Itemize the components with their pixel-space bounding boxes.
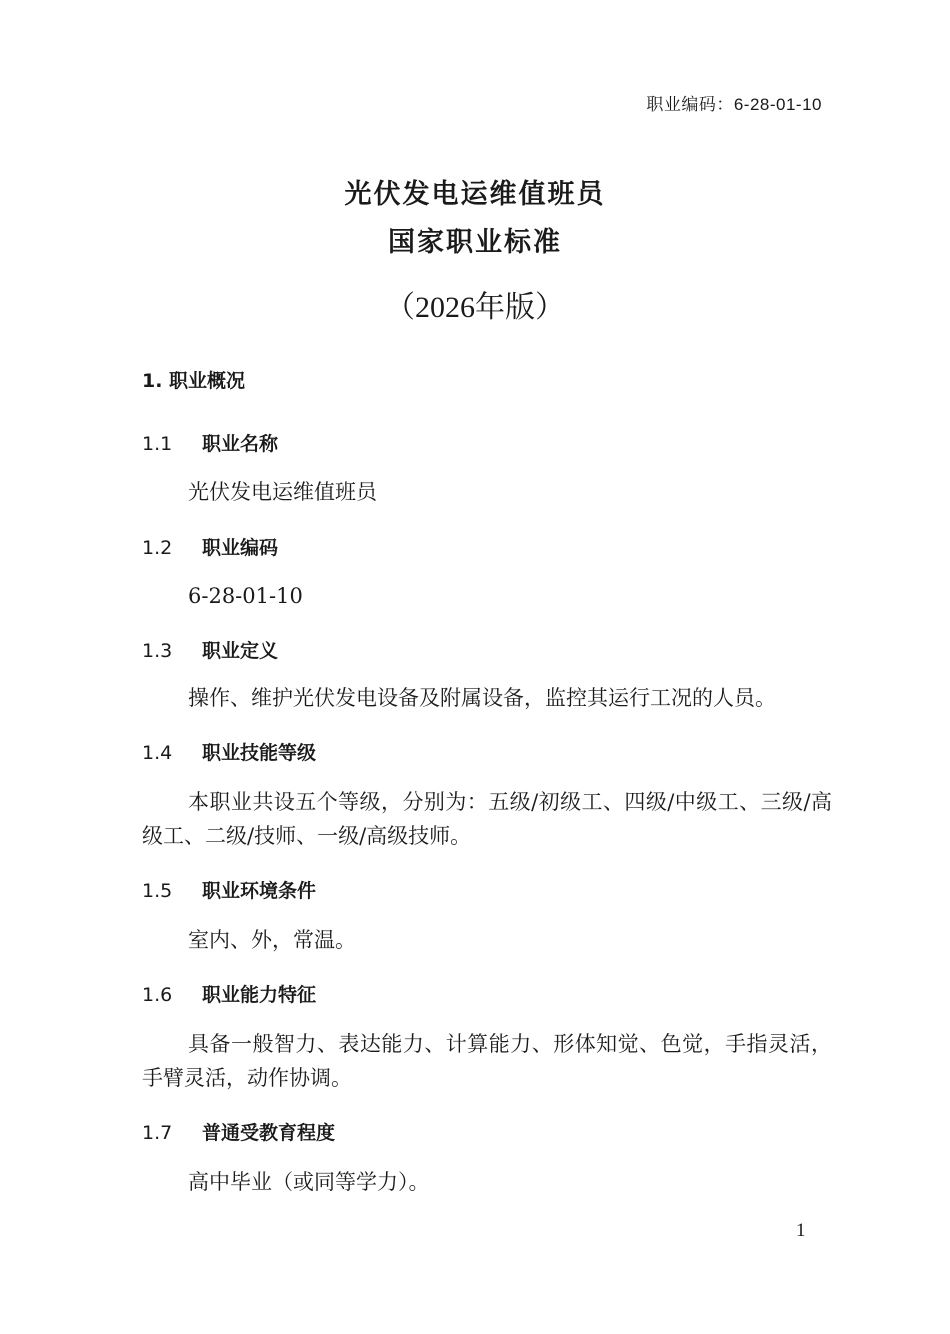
section-title: 职业环境条件 xyxy=(202,880,317,902)
paragraph-1-1: 光伏发电运维值班员 xyxy=(188,480,377,504)
section-number: 1.7 xyxy=(142,1122,173,1144)
section-title: 职业能力特征 xyxy=(202,984,317,1006)
subsection-heading-1-4 xyxy=(142,738,316,765)
section-number: 1.1 xyxy=(142,433,173,455)
section-number: 1.6 xyxy=(142,984,173,1006)
section-title: 职业编码 xyxy=(202,537,279,559)
section-title: 职业名称 xyxy=(202,433,279,455)
section-title: 职业技能等级 xyxy=(202,742,317,764)
paragraph-1-2: 6-28-01-10 xyxy=(188,584,303,608)
paragraph-1-6: 具备一般智力、表达能力、计算能力、形体知觉、色觉，手指灵活，手臂灵活，动作协调。 xyxy=(142,1032,832,1090)
paragraph-1-7: 高中毕业（或同等学力）。 xyxy=(188,1170,430,1194)
subsection-heading-1-7 xyxy=(142,1118,335,1145)
occupation-code-header: 职业编码：6-28-01-10 xyxy=(646,95,822,114)
paragraph-1-3: 操作、维护光伏发电设备及附属设备，监控其运行工况的人员。 xyxy=(188,686,776,710)
paragraph-1-5: 室内、外，常温。 xyxy=(188,928,356,952)
subsection-heading-1-5 xyxy=(142,876,316,903)
section-title: 普通受教育程度 xyxy=(202,1122,336,1144)
page-number: 1 xyxy=(796,1220,806,1241)
document-subtitle: 国家职业标准 xyxy=(388,227,562,258)
section-number: 1.3 xyxy=(142,640,173,662)
subsection-heading-1-1 xyxy=(142,429,278,456)
section-number: 1.4 xyxy=(142,742,173,764)
subsection-heading-1-2 xyxy=(142,533,278,560)
section-number: 1.5 xyxy=(142,880,173,902)
section-heading: 1. 职业概况 xyxy=(142,370,246,392)
edition-label: （2026年版） xyxy=(385,291,565,324)
subsection-heading-1-6 xyxy=(142,980,316,1007)
document-title: 光伏发电运维值班员 xyxy=(344,179,606,210)
subsection-heading-1-3 xyxy=(142,636,278,663)
paragraph-1-4: 本职业共设五个等级，分别为：五级/初级工、四级/中级工、三级/高级工、二级/技师、一级/高级技师。 xyxy=(142,790,832,848)
section-title: 职业定义 xyxy=(202,640,279,662)
section-number: 1.2 xyxy=(142,537,173,559)
